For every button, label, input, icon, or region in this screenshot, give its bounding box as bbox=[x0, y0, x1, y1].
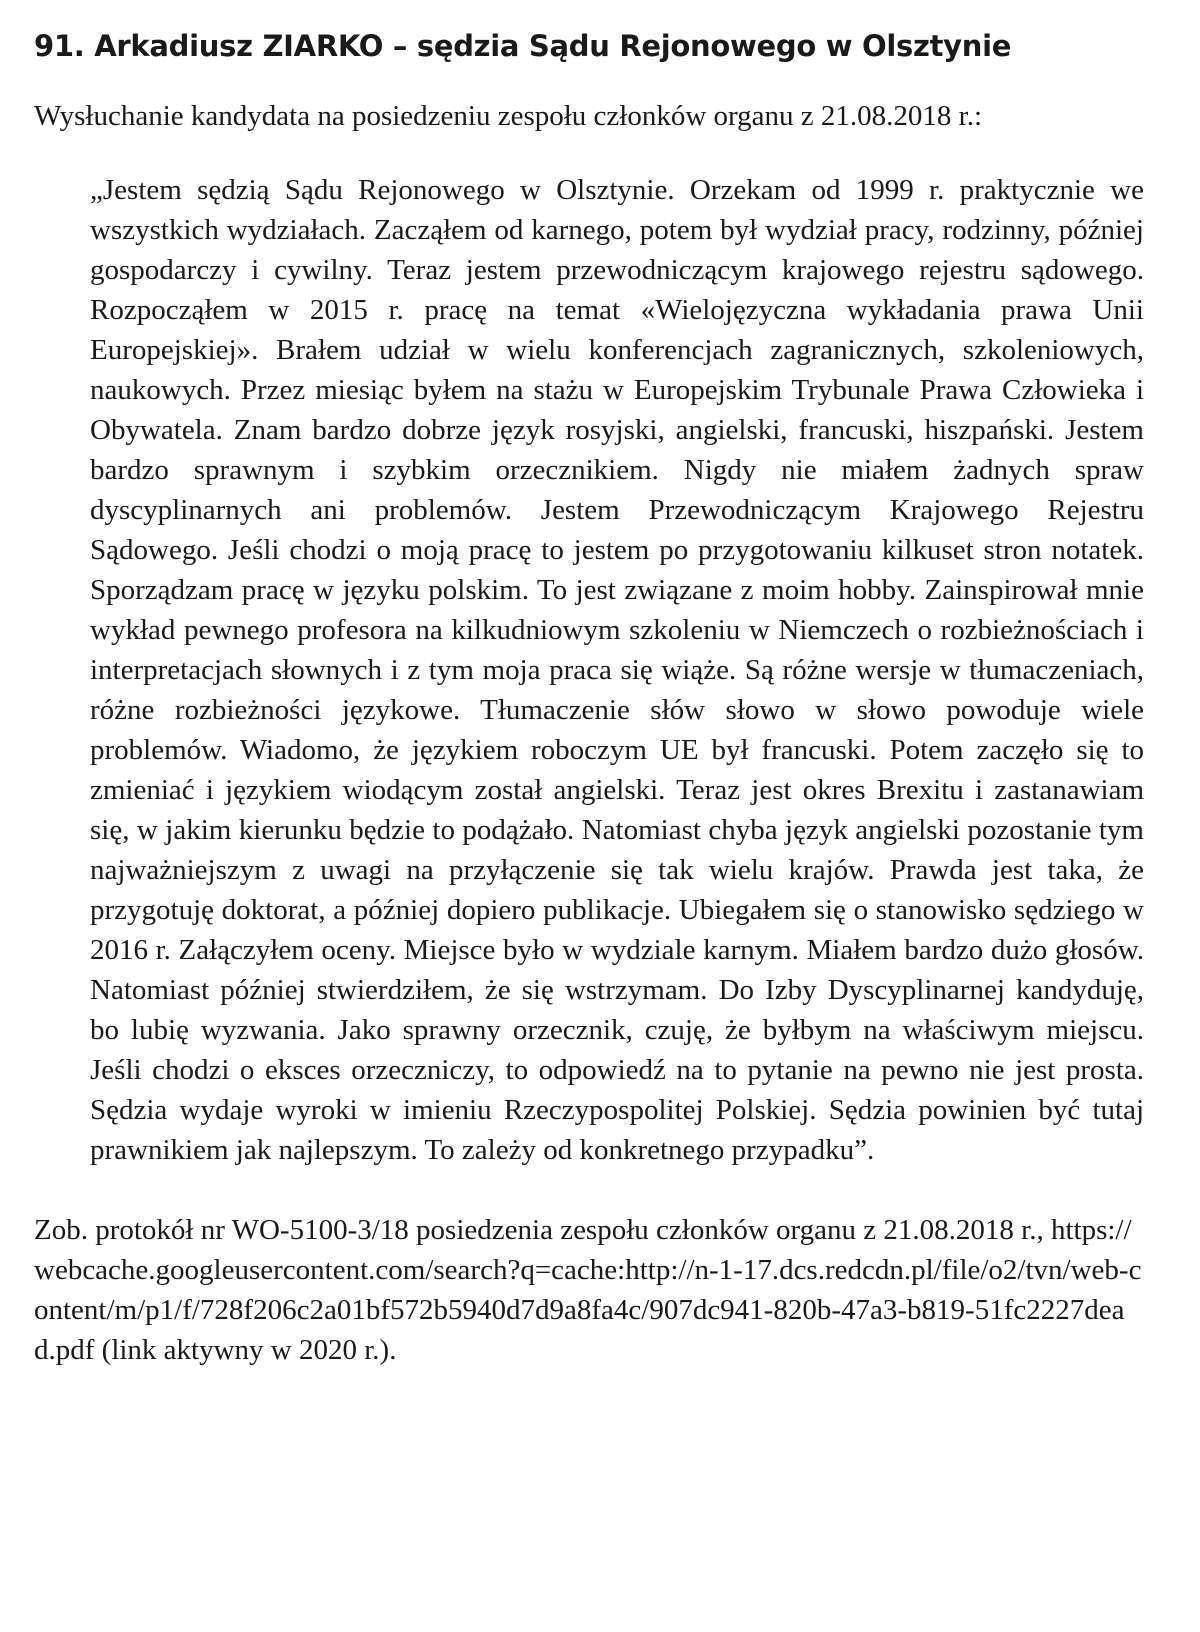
document-page bbox=[34, 24, 1144, 1370]
source-footnote: Zob. protokół nr WO-5100-3/18 posiedzenia zespołu członków organu z 21.08.2018 r., https://webcache.googleusercontent.com/search?q=cache:http://n-1-17.dcs.redcdn.pl/file/o2/tvn/web-content/m/p1/f/728f206c2a01bf572b5940d7d9a8fa4c/907dc941-820b-47a3-b819-51fc2227dead.pdf (link aktywny w 2020 r.). bbox=[34, 1214, 1142, 1366]
quote-paragraph: „Jestem sędzią Sądu Rejonowego w Olsztynie. Orzekam od 1999 r. praktycznie we wszystkich wydziałach. Zacząłem od karnego, potem był wydział pracy, rodzinny, później gospodarczy i cywilny. Teraz jestem przewodniczącym krajowego rejestru sądowego. Rozpocząłem w 2015 r. pracę na temat «Wielojęzyczna wykładania prawa Unii Europejskiej». Brałem udział w wielu konferencjach zagranicznych, szkoleniowych, naukowych. Przez miesiąc byłem na stażu w Europejskim Trybunale Prawa Człowieka i Obywatela. Znam bardzo dobrze język rosyjski, angielski, francuski, hiszpański. Jestem bardzo sprawnym i szybkim orzecznikiem. Nigdy nie miałem żadnych spraw dyscyplinarnych ani problemów. Jestem Przewodniczącym Krajowego Rejestru Sądowego. Jeśli chodzi o moją pracę to jestem po przygotowaniu kilkuset stron notatek. Sporządzam pracę w języku polskim. To jest związane z moim hobby. Zainspirował mnie wykład pewnego profesora na kilkudniowym szkoleniu w Niemczech o rozbieżnościach i interpretacjach słownych i z tym moja praca się wiąże. Są różne wersje w tłumaczeniach, różne rozbieżności językowe. Tłumaczenie słów słowo w słowo powoduje wiele problemów. Wiadomo, że językiem roboczym UE był francuski. Potem zaczęło się to zmieniać i językiem wiodącym został angielski. Teraz jest okres Brexitu i zastanawiam się, w jakim kierunku będzie to podążało. Natomiast chyba język angielski pozostanie tym najważniejszym z uwagi na przyłączenie się tak wielu krajów. Prawda jest taka, że przygotuję doktorat, a później dopiero publikacje. Ubiegałem się o stanowisko sędziego w 2016 r. Załączyłem oceny. Miejsce było w wydziale karnym. Miałem bardzo dużo głosów. Natomiast później stwierdziłem, że się wstrzymam. Do Izby Dyscyplinarnej kandyduję, bo lubię wyzwania. Jako sprawny orzecznik, czuję, że byłbym na właściwym miejscu. Jeśli chodzi o eksces orzeczniczy, to odpowiedź na to pytanie na pewno nie jest prosta. Sędzia wydaje wyroki w imieniu Rzeczypospolitej Polskiej. Sędzia powinien być tutaj prawnikiem jak najlepszym. To zależy od konkretnego przypadku”. bbox=[90, 174, 1144, 1166]
page-title: 91. Arkadiusz ZIARKO – sędzia Sądu Rejonowego w Olsztynie bbox=[34, 29, 1012, 63]
intro-paragraph: Wysłuchanie kandydata na posiedzeniu zespołu członków organu z 21.08.2018 r.: bbox=[34, 100, 983, 132]
